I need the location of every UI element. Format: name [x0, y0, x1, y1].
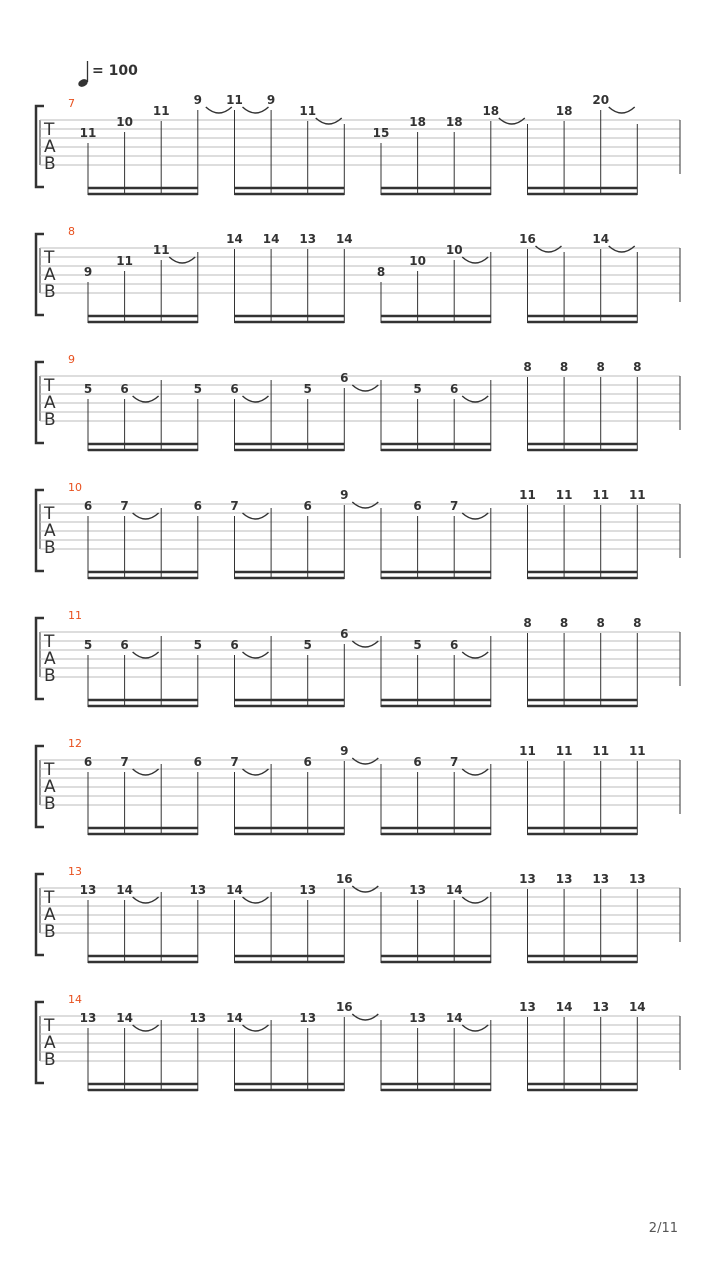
fret-number: 8: [633, 616, 642, 630]
tab-clef-letter: A: [44, 265, 56, 285]
fret-number: 6: [193, 755, 202, 769]
fret-number: 11: [116, 254, 133, 268]
fret-number: 5: [413, 382, 422, 396]
tab-clef-letter: B: [44, 922, 56, 942]
tab-system: [36, 481, 680, 579]
fret-number: 13: [592, 1000, 610, 1014]
fret-number: 11: [299, 104, 317, 118]
fret-number: 6: [413, 499, 422, 513]
tie-arc: [169, 257, 195, 263]
fret-number: 11: [79, 126, 97, 140]
measure-number: 11: [68, 609, 82, 622]
fret-number: 15: [372, 126, 390, 140]
tie-arc: [462, 257, 488, 263]
tab-systems: [36, 93, 680, 1091]
tie-arc: [243, 513, 269, 519]
fret-number: 7: [120, 499, 129, 513]
tab-clef-letter: A: [44, 777, 56, 797]
fret-number: 7: [450, 499, 459, 513]
tab-clef-letter: A: [44, 649, 56, 669]
tab-clef-letter: A: [44, 393, 56, 413]
fret-number: 6: [83, 499, 93, 513]
tie-arc: [133, 1025, 159, 1031]
fret-number: 11: [519, 488, 536, 502]
tie-arc: [352, 758, 378, 764]
tie-arc: [243, 652, 269, 658]
fret-number: 13: [299, 232, 317, 246]
fret-number: 13: [409, 883, 426, 897]
tie-arc: [352, 385, 378, 391]
fret-number: 7: [450, 755, 459, 769]
tie-arc: [133, 513, 159, 519]
fret-number: 18: [482, 104, 500, 118]
fret-number: 11: [592, 744, 610, 758]
tab-clef-letter: B: [44, 666, 56, 686]
quarter-note-icon: [77, 61, 89, 88]
fret-number: 13: [519, 1000, 536, 1014]
fret-number: 18: [445, 115, 463, 129]
measure-number: 13: [68, 865, 82, 878]
fret-number: 6: [303, 499, 312, 513]
tempo-text: = 100: [92, 63, 138, 79]
fret-number: 14: [592, 232, 610, 246]
fret-number: 6: [340, 371, 349, 385]
fret-number: 13: [555, 872, 573, 886]
tab-system: [36, 993, 680, 1091]
tab-system: [36, 353, 680, 451]
fret-number: 16: [519, 232, 536, 246]
fret-number: 11: [628, 744, 646, 758]
fret-number: 6: [83, 755, 93, 769]
fret-number: 18: [555, 104, 573, 118]
fret-number: 6: [193, 499, 202, 513]
tie-arc: [462, 652, 488, 658]
fret-number: 11: [152, 243, 170, 257]
fret-number: 5: [83, 382, 93, 396]
fret-number: 6: [120, 382, 129, 396]
tab-clef-letter: A: [44, 905, 56, 925]
fret-number: 13: [519, 872, 536, 886]
page-number: 2/11: [648, 1221, 678, 1236]
fret-number: 8: [559, 616, 569, 630]
fret-number: 6: [450, 382, 459, 396]
fret-number: 14: [335, 232, 353, 246]
tie-arc: [462, 513, 488, 519]
tab-clef-letter: T: [44, 504, 55, 524]
tie-arc: [536, 246, 562, 252]
fret-number: 5: [303, 382, 312, 396]
tab-clef-letter: T: [44, 248, 55, 268]
fret-number: 11: [152, 104, 170, 118]
tie-arc: [499, 118, 525, 124]
tab-clef-letter: T: [44, 376, 55, 396]
fret-number: 8: [596, 616, 605, 630]
fret-number: 14: [116, 1011, 133, 1025]
fret-number: 5: [193, 382, 202, 396]
tie-arc: [462, 769, 488, 775]
fret-number: 18: [409, 115, 426, 129]
measure-number: 14: [68, 993, 82, 1006]
tab-clef-letter: A: [44, 521, 56, 541]
fret-number: 11: [226, 93, 243, 107]
fret-number: 13: [189, 883, 207, 897]
fret-number: 5: [303, 638, 312, 652]
fret-number: 14: [555, 1000, 573, 1014]
tab-system: [36, 93, 680, 195]
fret-number: 9: [340, 744, 349, 758]
measure-number: 8: [68, 225, 75, 238]
fret-number: 7: [120, 755, 129, 769]
tie-arc: [462, 396, 488, 402]
fret-number: 8: [523, 360, 532, 374]
fret-number: 14: [116, 883, 133, 897]
tab-clef-letter: B: [44, 1050, 56, 1070]
tie-arc: [352, 502, 378, 508]
fret-number: 10: [445, 243, 463, 257]
fret-number: 16: [335, 872, 353, 886]
tie-arc: [609, 107, 635, 113]
tie-arc: [133, 396, 159, 402]
tab-clef-letter: A: [44, 137, 56, 157]
fret-number: 9: [83, 265, 93, 279]
fret-number: 9: [193, 93, 202, 107]
fret-number: 13: [299, 1011, 317, 1025]
tie-arc: [462, 897, 488, 903]
tab-clef-letter: B: [44, 538, 56, 558]
tab-clef-letter: B: [44, 410, 56, 430]
fret-number: 10: [409, 254, 426, 268]
fret-number: 14: [445, 883, 463, 897]
tie-arc: [243, 396, 269, 402]
tab-clef-letter: B: [44, 154, 56, 174]
fret-number: 13: [628, 872, 646, 886]
tempo-marking: [77, 61, 138, 88]
measure-number: 10: [68, 481, 82, 494]
tie-arc: [133, 897, 159, 903]
tab-clef-letter: A: [44, 1033, 56, 1053]
fret-number: 8: [633, 360, 642, 374]
fret-number: 11: [628, 488, 646, 502]
tie-arc: [352, 886, 378, 892]
fret-number: 9: [266, 93, 276, 107]
fret-number: 14: [226, 1011, 243, 1025]
measure-number: 12: [68, 737, 82, 750]
fret-number: 13: [189, 1011, 207, 1025]
fret-number: 14: [445, 1011, 463, 1025]
tie-arc: [243, 1025, 269, 1031]
fret-number: 6: [230, 382, 239, 396]
tab-clef-letter: T: [44, 120, 55, 140]
fret-number: 6: [303, 755, 312, 769]
measure-number: 7: [68, 97, 75, 110]
fret-number: 20: [592, 93, 610, 107]
tie-arc: [243, 769, 269, 775]
tab-clef-letter: T: [44, 1016, 55, 1036]
tie-arc: [609, 246, 635, 252]
fret-number: 6: [120, 638, 129, 652]
tab-system: [36, 865, 680, 963]
fret-number: 6: [450, 638, 459, 652]
fret-number: 11: [555, 744, 573, 758]
fret-number: 5: [413, 638, 422, 652]
fret-number: 6: [340, 627, 349, 641]
fret-number: 11: [592, 488, 610, 502]
fret-number: 11: [519, 744, 536, 758]
fret-number: 16: [335, 1000, 353, 1014]
tab-clef-letter: T: [44, 760, 55, 780]
fret-number: 10: [116, 115, 133, 129]
fret-number: 11: [555, 488, 573, 502]
tie-arc: [243, 107, 269, 113]
fret-number: 8: [559, 360, 569, 374]
fret-number: 8: [376, 265, 386, 279]
fret-number: 8: [596, 360, 605, 374]
tie-arc: [352, 641, 378, 647]
measure-number: 9: [68, 353, 75, 366]
fret-number: 7: [230, 755, 239, 769]
tab-system: [36, 609, 680, 707]
tie-arc: [133, 652, 159, 658]
tab-system: [36, 225, 680, 323]
tie-arc: [316, 118, 342, 124]
tab-clef-letter: B: [44, 794, 56, 814]
fret-number: 14: [226, 883, 243, 897]
fret-number: 13: [79, 1011, 97, 1025]
fret-number: 5: [193, 638, 202, 652]
fret-number: 9: [340, 488, 349, 502]
fret-number: 13: [592, 872, 610, 886]
tie-arc: [133, 769, 159, 775]
fret-number: 14: [226, 232, 243, 246]
fret-number: 6: [230, 638, 239, 652]
tie-arc: [206, 107, 232, 113]
tie-arc: [243, 897, 269, 903]
tab-clef-letter: B: [44, 282, 56, 302]
fret-number: 13: [299, 883, 317, 897]
fret-number: 6: [413, 755, 422, 769]
tab-clef-letter: T: [44, 632, 55, 652]
tie-arc: [462, 1025, 488, 1031]
tab-clef-letter: T: [44, 888, 55, 908]
tie-arc: [352, 1014, 378, 1020]
fret-number: 14: [628, 1000, 646, 1014]
fret-number: 13: [79, 883, 97, 897]
fret-number: 13: [409, 1011, 426, 1025]
fret-number: 14: [262, 232, 280, 246]
fret-number: 7: [230, 499, 239, 513]
tab-system: [36, 737, 680, 835]
fret-number: 5: [83, 638, 93, 652]
fret-number: 8: [523, 616, 532, 630]
